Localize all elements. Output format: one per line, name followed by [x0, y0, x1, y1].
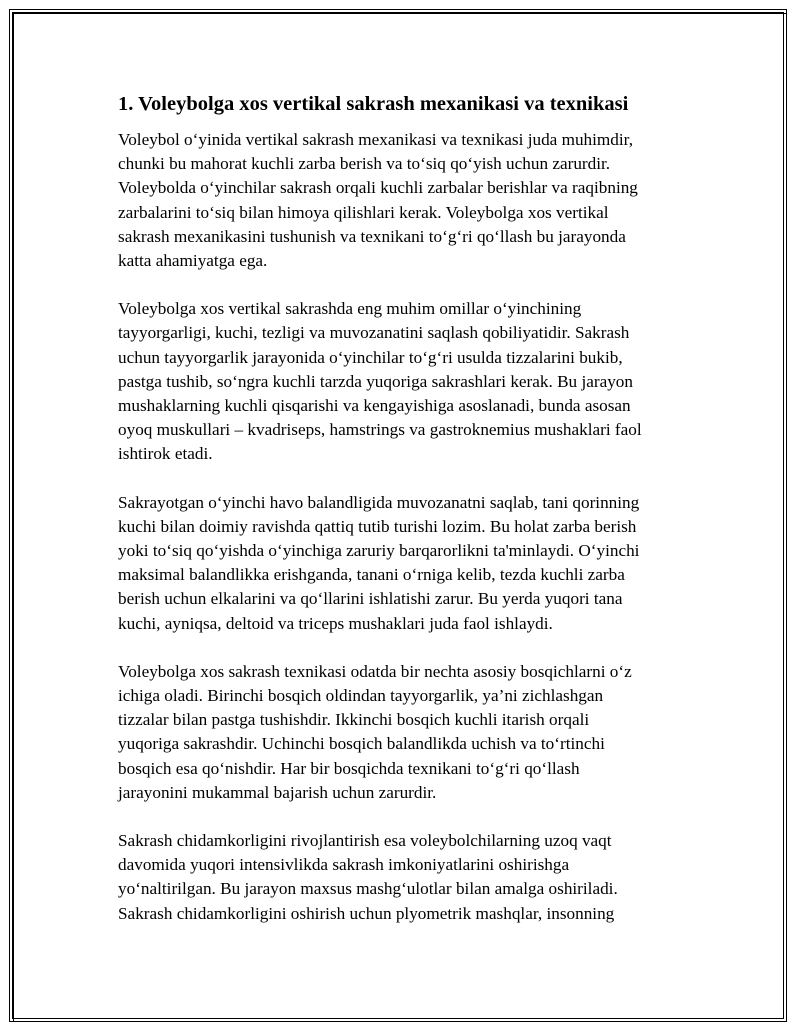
paragraph: Sakrayotgan o‘yinchi havo balandligida muvozanatni saqlab, tani qorinning kuchi bilan doimiy ravishda qattiq tutib turishi lozim. Bu holat zarba berish yoki to‘siq qo‘yishda o‘yinchiga zaruriy barqarorlikni ta'minlaydi. O‘yinchi maksimal balandlikka erishganda, tanani o‘rniga kelib, tezda kuchli zarba berish uchun elkalarini va qo‘llarini ishlatishi zarur. Bu yerda yuqori tana kuchi, ayniqsa, deltoid va triceps mushaklari juda faol ishlaydi. [118, 492, 640, 633]
paragraph: Voleybolga xos sakrash texnikasi odatda bir nechta asosiy bosqichlarni o‘z ichiga oladi. Birinchi bosqich oldindan tayyorgarlik, ya’ni zichlashgan tizzalar bilan pastga tushishdir. Ikkinchi bosqich kuchli itarish orqali yuqoriga sakrashdir. Uchinchi bosqich balandlikda uchish va to‘rtinchi bosqich esa qo‘nishdir. Har bir bosqichda texnikani to‘g‘ri qo‘llash jarayonini mukammal bajarish uchun zarurdir. [118, 661, 632, 802]
section-heading: 1. Voleybolga xos vertikal sakrash mexanikasi va texnikasi [118, 93, 629, 115]
paragraph: Sakrash chidamkorligini rivojlantirish esa voleybolchilarning uzoq vaqt davomida yuqori intensivlikda sakrash imkoniyatlarini oshirishga yo‘naltirilgan. Bu jarayon maxsus mashg‘ulotlar bilan amalga oshiriladi. Sakrash chidamkorligini oshirish uchun plyometrik mashqlar, insonning [118, 831, 618, 923]
paragraph: Voleybol o‘yinida vertikal sakrash mexanikasi va texnikasi juda muhimdir, chunki bu mahorat kuchli zarba berish va to‘siq qo‘yish uchun zarurdir. Voleybolda o‘yinchilar sakrash orqali kuchli zarbalar berishlar va raqibning zarbalarini to‘siq bilan himoya qilishlari kerak. Voleybolga xos vertikal sakrash mexanikasini tushunish va texnikani to‘g‘ri qo‘llash bu jarayonda katta ahamiyatga ega. [118, 130, 638, 271]
paragraph: Voleybolga xos vertikal sakrashda eng muhim omillar o‘yinchining tayyorgarligi, kuchi, tezligi va muvozanatini saqlash qobiliyatidir. Sakrash uchun tayyorgarlik jarayonida o‘yinchilar to‘g‘ri usulda tizzalarini bukib, pastga tushib, so‘ngra kuchli tarzda yuqoriga sakrashlari kerak. Bu jarayon mushaklarning kuchli qisqarishi va kengayishiga asoslanadi, bunda asosan oyoq muskullari – kvadriseps, hamstrings va gastroknemius mushaklari faol ishtirok etadi. [118, 299, 642, 464]
document-body [118, 90, 688, 950]
